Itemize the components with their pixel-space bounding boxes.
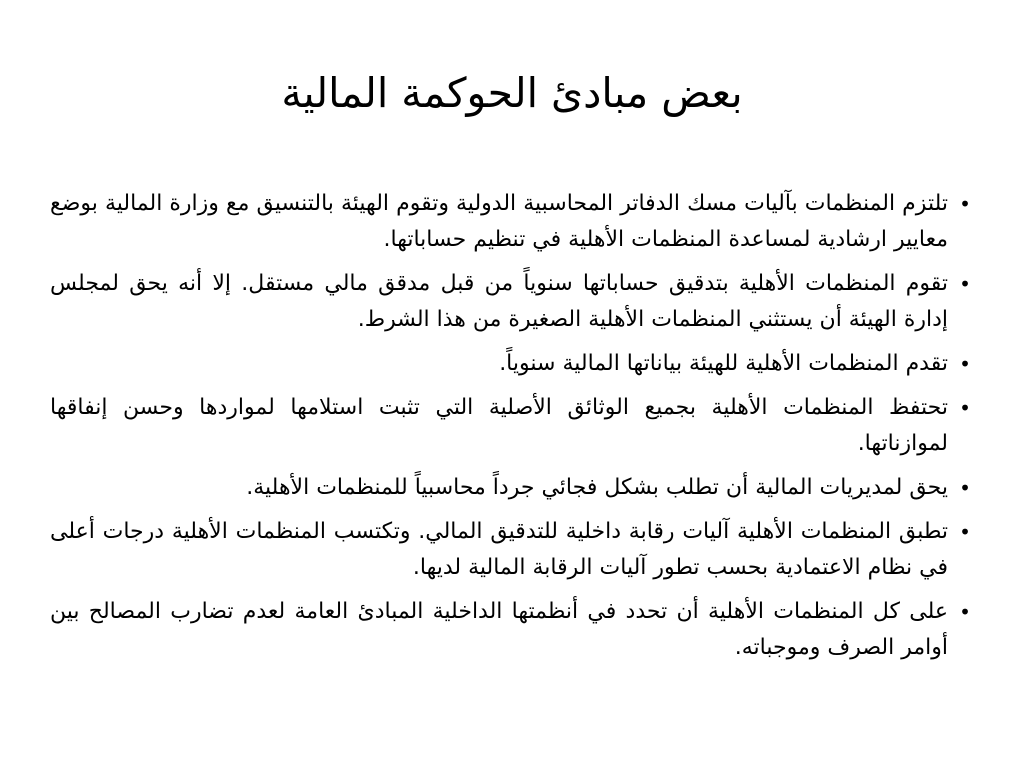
- bullet-dot-icon: •: [959, 396, 971, 420]
- bullet-text: تقوم المنظمات الأهلية بتدقيق حساباتها سنوياً من قبل مدقق مالي مستقل. إلا أنه يحق لمجلس إدارة الهيئة أن يستثني المنظمات الأهلية الصغيرة من هذا الشرط.: [50, 271, 948, 332]
- bullet-dot-icon: •: [959, 352, 971, 376]
- bullet-list: [50, 186, 975, 674]
- bullet-text: على كل المنظمات الأهلية أن تحدد في أنظمتها الداخلية المبادئ العامة لعدم تضارب المصالح بين أوامر الصرف وموجباته.: [50, 599, 948, 660]
- bullet-text: يحق لمديريات المالية أن تطلب بشكل فجائي جرداً محاسبياً للمنظمات الأهلية.: [246, 475, 948, 500]
- bullet-item-6: [50, 514, 975, 586]
- bullet-text: تقدم المنظمات الأهلية للهيئة بياناتها المالية سنوياً.: [499, 351, 948, 376]
- bullet-item-7: [50, 594, 975, 666]
- bullet-item-3: [50, 346, 975, 382]
- bullet-item-2: [50, 266, 975, 338]
- bullet-text: تحتفظ المنظمات الأهلية بجميع الوثائق الأصلية التي تثبت استلامها لمواردها وحسن إنفاقها لموازناتها.: [50, 395, 948, 456]
- bullet-dot-icon: •: [959, 272, 971, 296]
- bullet-dot-icon: •: [959, 520, 971, 544]
- bullet-dot-icon: •: [959, 192, 971, 216]
- bullet-text: تلتزم المنظمات بآليات مسك الدفاتر المحاسبية الدولية وتقوم الهيئة بالتنسيق مع وزارة المالية بوضع معايير ارشادية لمساعدة المنظمات الأهلية في تنظيم حساباتها.: [50, 191, 948, 252]
- bullet-dot-icon: •: [959, 600, 971, 624]
- bullet-item-5: [50, 470, 975, 506]
- bullet-item-1: [50, 186, 975, 258]
- bullet-item-4: [50, 390, 975, 462]
- slide-title: بعض مبادئ الحوكمة المالية: [281, 69, 743, 117]
- bullet-text: تطبق المنظمات الأهلية آليات رقابة داخلية للتدقيق المالي. وتكتسب المنظمات الأهلية درجات أعلى في نظام الاعتمادية بحسب تطور آليات الرقابة المالية لديها.: [50, 519, 948, 580]
- bullet-dot-icon: •: [959, 476, 971, 500]
